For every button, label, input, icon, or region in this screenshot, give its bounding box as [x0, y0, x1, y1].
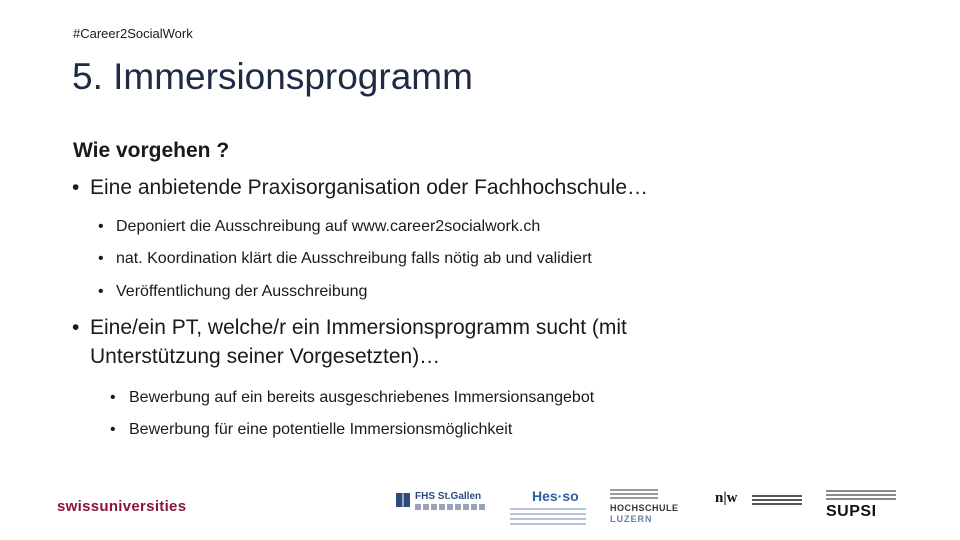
fhnw-mark: n|w: [715, 490, 738, 506]
bullet-glyph: •: [110, 389, 116, 406]
hslu-name: HOCHSCHULE: [610, 503, 679, 513]
bullet-glyph: •: [110, 421, 116, 438]
hes-subline: [510, 508, 586, 526]
hslu-subline: [610, 489, 658, 501]
fhnw-logo: [715, 490, 805, 514]
section2-item: Bewerbung auf ein bereits ausgeschriebenes Immersionsangebot: [129, 389, 595, 406]
section1-lead: Eine anbietende Praxisorganisation oder Fachhochschule…: [90, 176, 649, 199]
section1-item: Deponiert die Ausschreibung auf www.career2socialwork.ch: [116, 218, 541, 235]
section1-item: Veröffentlichung der Ausschreibung: [116, 283, 368, 300]
partner-logos: [0, 480, 960, 540]
section2-item: Bewerbung für eine potentielle Immersionsmöglichkeit: [129, 421, 513, 438]
supsi-name: SUPSI: [826, 503, 877, 520]
hes-logo-text: Hes·so: [532, 488, 579, 504]
fhs-logo-text: FHS St.Gallen: [415, 491, 482, 502]
fhs-grid-icon: [396, 493, 410, 507]
hashtag: #Career2SocialWork: [73, 26, 193, 41]
bullet-glyph: •: [98, 283, 104, 300]
swissuniversities-logo: swissuniversities: [57, 498, 187, 515]
fhnw-subline: [752, 495, 802, 505]
supsi-logo: [826, 490, 900, 530]
section2-lead-line2: Unterstützung seiner Vorgesetzten)…: [90, 345, 441, 368]
bullet-glyph: •: [98, 250, 104, 267]
bullet-glyph: •: [72, 176, 80, 199]
section1-item: nat. Koordination klärt die Ausschreibung falls nötig ab und validiert: [116, 250, 592, 267]
section2-lead-line1: Eine/ein PT, welche/r ein Immersionsprogramm sucht (mit: [90, 316, 627, 339]
subheading: Wie vorgehen ?: [73, 139, 230, 162]
fhs-subline: [415, 504, 487, 510]
supsi-subline: [826, 490, 896, 500]
hslu-logo: [610, 489, 685, 525]
fhs-stgallen-logo: [396, 491, 492, 515]
slide-title: 5. Immersionsprogramm: [72, 56, 473, 97]
hes-so-logo: [510, 488, 586, 528]
hslu-city: LUZERN: [610, 514, 653, 524]
bullet-glyph: •: [98, 218, 104, 235]
bullet-glyph: •: [72, 316, 80, 339]
